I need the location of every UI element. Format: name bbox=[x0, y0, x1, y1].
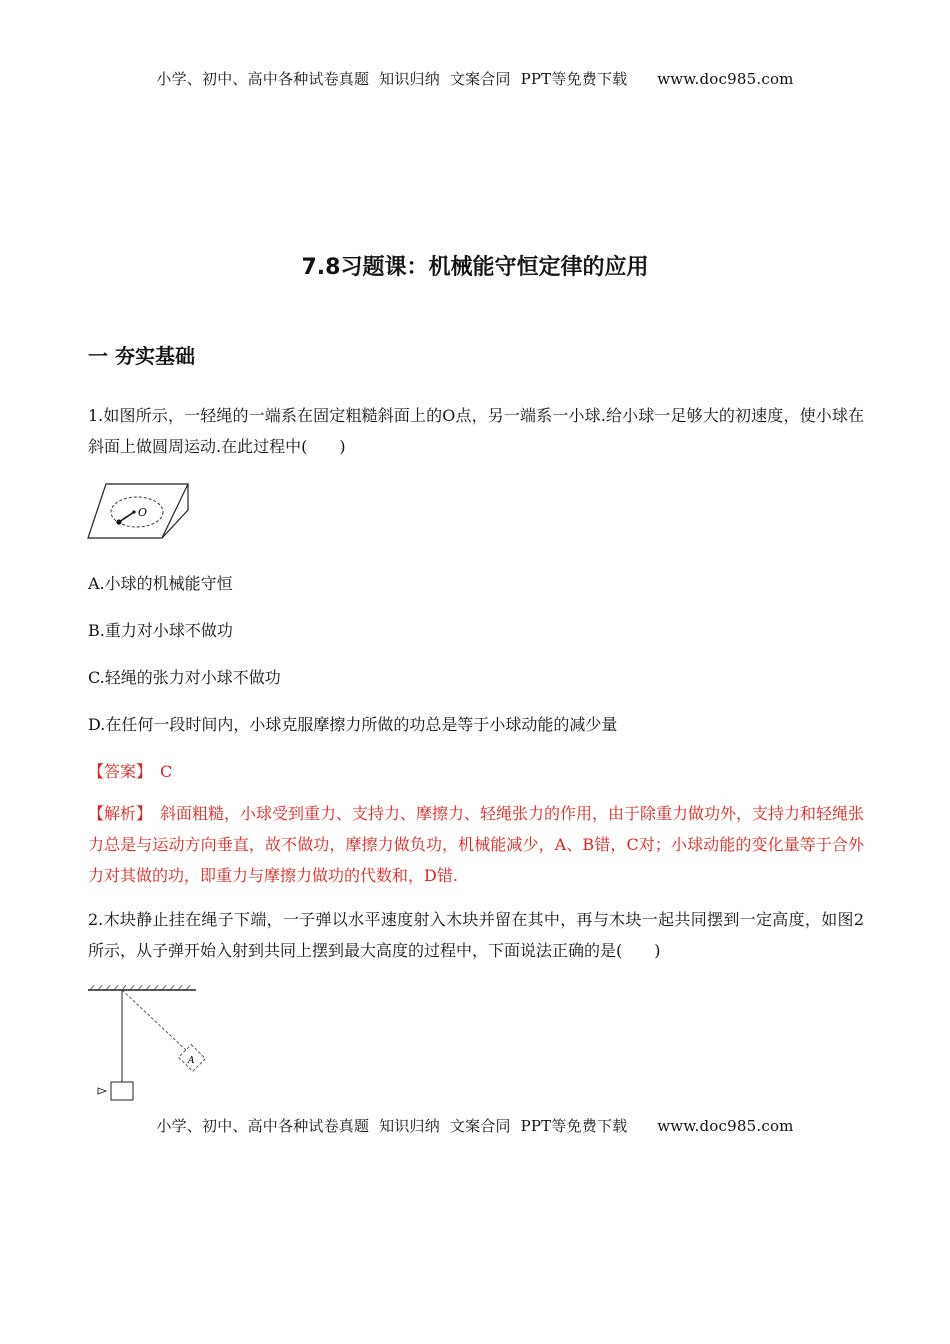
question-2-stem: 2.木块静止挂在绳子下端，一子弹以水平速度射入木块并留在其中，再与木块一起共同摆到一定高度，如图2所示，从子弹开始入射到共同上摆到最大高度的过程中，下面说法正确的是( ) bbox=[88, 910, 864, 960]
option-c: C.轻绳的张力对小球不做功 bbox=[88, 668, 281, 687]
figure-label-o: O bbox=[138, 506, 148, 519]
incline-figure bbox=[86, 482, 190, 540]
option-b: B.重力对小球不做功 bbox=[88, 621, 233, 640]
question-1-stem: 1.如图所示，一轻绳的一端系在固定粗糙斜面上的O点，另一端系一小球.给小球一足够大的初速度，使小球在斜面上做圆周运动.在此过程中( ) bbox=[88, 406, 864, 456]
option-a: A.小球的机械能守恒 bbox=[88, 574, 233, 593]
option-d: D.在任何一段时间内，小球克服摩擦力所做的功总是等于小球动能的减少量 bbox=[88, 715, 618, 734]
pendulum-figure bbox=[88, 984, 218, 1104]
page-footer: 小学、初中、高中各种试卷真题 知识归纳 文案合同 PPT等免费下载 www.doc985.com bbox=[156, 1117, 794, 1135]
figure-label-a: A bbox=[188, 1056, 195, 1066]
page-header: 小学、初中、高中各种试卷真题 知识归纳 文案合同 PPT等免费下载 www.doc985.com bbox=[156, 70, 794, 88]
section-heading: 一 夯实基础 bbox=[88, 344, 195, 368]
page-title: 7.8习题课：机械能守恒定律的应用 bbox=[301, 255, 649, 280]
analysis: 【解析】 斜面粗糙，小球受到重力、支持力、摩擦力、轻绳张力的作用，由于除重力做功外，支持力和轻绳张力总是与运动方向垂直，故不做功，摩擦力做负功，机械能减少，A、B错，C对；小球动能的变化量等于合外力对其做的功，即重力与摩擦力做功的代数和，D错. bbox=[88, 804, 865, 885]
answer: 【答案】 C bbox=[88, 762, 173, 781]
